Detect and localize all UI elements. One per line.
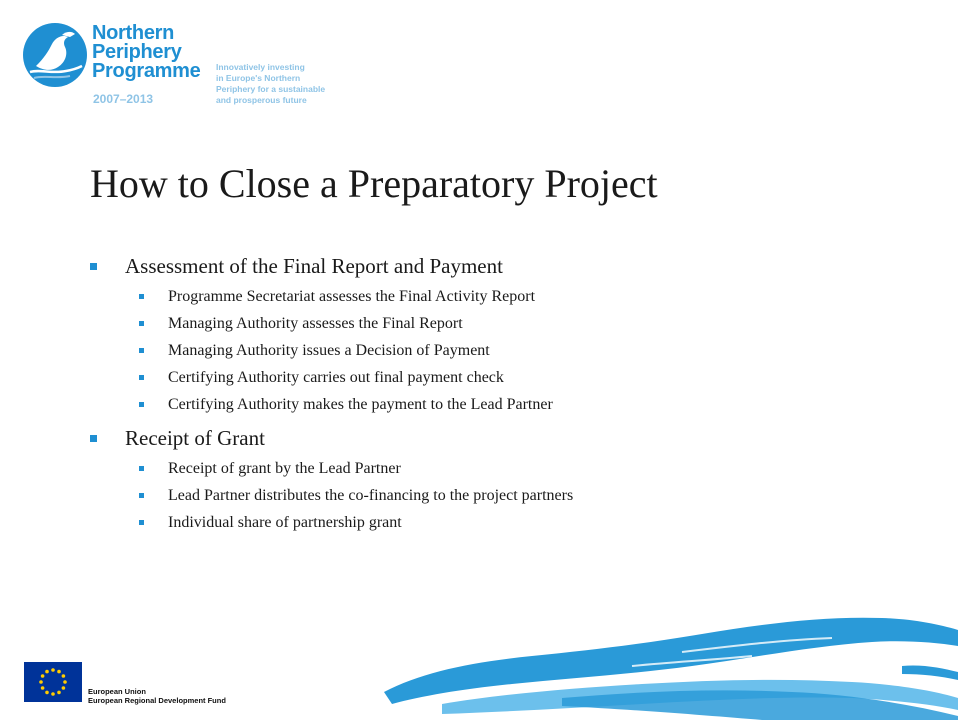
list-item bbox=[88, 509, 908, 536]
square-bullet-icon bbox=[139, 294, 144, 299]
square-bullet-icon bbox=[139, 493, 144, 498]
logo-tagline-line-4: and prosperous future bbox=[216, 95, 307, 105]
eu-flag-icon bbox=[24, 662, 82, 702]
decorative-wave-icon bbox=[382, 606, 960, 720]
list-item bbox=[88, 455, 908, 482]
list-item bbox=[88, 364, 908, 391]
section-heading-text: Assessment of the Final Report and Payment bbox=[125, 254, 503, 278]
logo-tagline bbox=[216, 62, 325, 106]
logo-name-line-3: Programme bbox=[92, 60, 201, 82]
logo-wordmark bbox=[92, 24, 200, 81]
eu-logo bbox=[24, 662, 264, 706]
bullet-list bbox=[88, 250, 908, 536]
eu-label-line-2: European Regional Development Fund bbox=[88, 696, 226, 705]
square-bullet-icon bbox=[90, 435, 97, 442]
list-item-text: Certifying Authority makes the payment to the Lead Partner bbox=[168, 396, 553, 413]
square-bullet-icon bbox=[139, 520, 144, 525]
logo-tagline-line-1: Innovatively investing bbox=[216, 62, 305, 72]
eu-label-line-1: European Union bbox=[88, 687, 146, 696]
logo-years: 2007–2013 bbox=[93, 92, 154, 106]
list-item-text: Certifying Authority carries out final payment check bbox=[168, 369, 504, 386]
list-item bbox=[88, 482, 908, 509]
programme-logo bbox=[22, 22, 352, 112]
list-item bbox=[88, 391, 908, 418]
square-bullet-icon bbox=[139, 348, 144, 353]
eu-label bbox=[88, 687, 226, 705]
logo-name-line-2: Periphery bbox=[92, 41, 182, 63]
section-heading bbox=[88, 250, 908, 283]
square-bullet-icon bbox=[139, 402, 144, 407]
list-item-text: Programme Secretariat assesses the Final Activity Report bbox=[168, 288, 536, 305]
list-item-text: Managing Authority issues a Decision of Payment bbox=[168, 342, 490, 359]
list-item-text: Lead Partner distributes the co-financing to the project partners bbox=[168, 487, 574, 504]
square-bullet-icon bbox=[139, 321, 144, 326]
square-bullet-icon bbox=[139, 466, 144, 471]
list-item bbox=[88, 337, 908, 364]
logo-tagline-line-2: in Europe's Northern bbox=[216, 73, 301, 83]
list-item bbox=[88, 283, 908, 310]
square-bullet-icon bbox=[90, 263, 97, 270]
dove-logo-icon bbox=[22, 22, 88, 88]
logo-name-line-1: Northern bbox=[92, 22, 175, 44]
section-heading bbox=[88, 422, 908, 455]
section-heading-text: Receipt of Grant bbox=[125, 426, 265, 450]
logo-tagline-line-3: Periphery for a sustainable bbox=[216, 84, 326, 94]
list-item bbox=[88, 310, 908, 337]
list-item-text: Receipt of grant by the Lead Partner bbox=[168, 460, 401, 477]
list-item-text: Individual share of partnership grant bbox=[168, 514, 402, 531]
page-title: How to Close a Preparatory Project bbox=[90, 161, 658, 206]
list-item-text: Managing Authority assesses the Final Report bbox=[168, 315, 463, 332]
square-bullet-icon bbox=[139, 375, 144, 380]
